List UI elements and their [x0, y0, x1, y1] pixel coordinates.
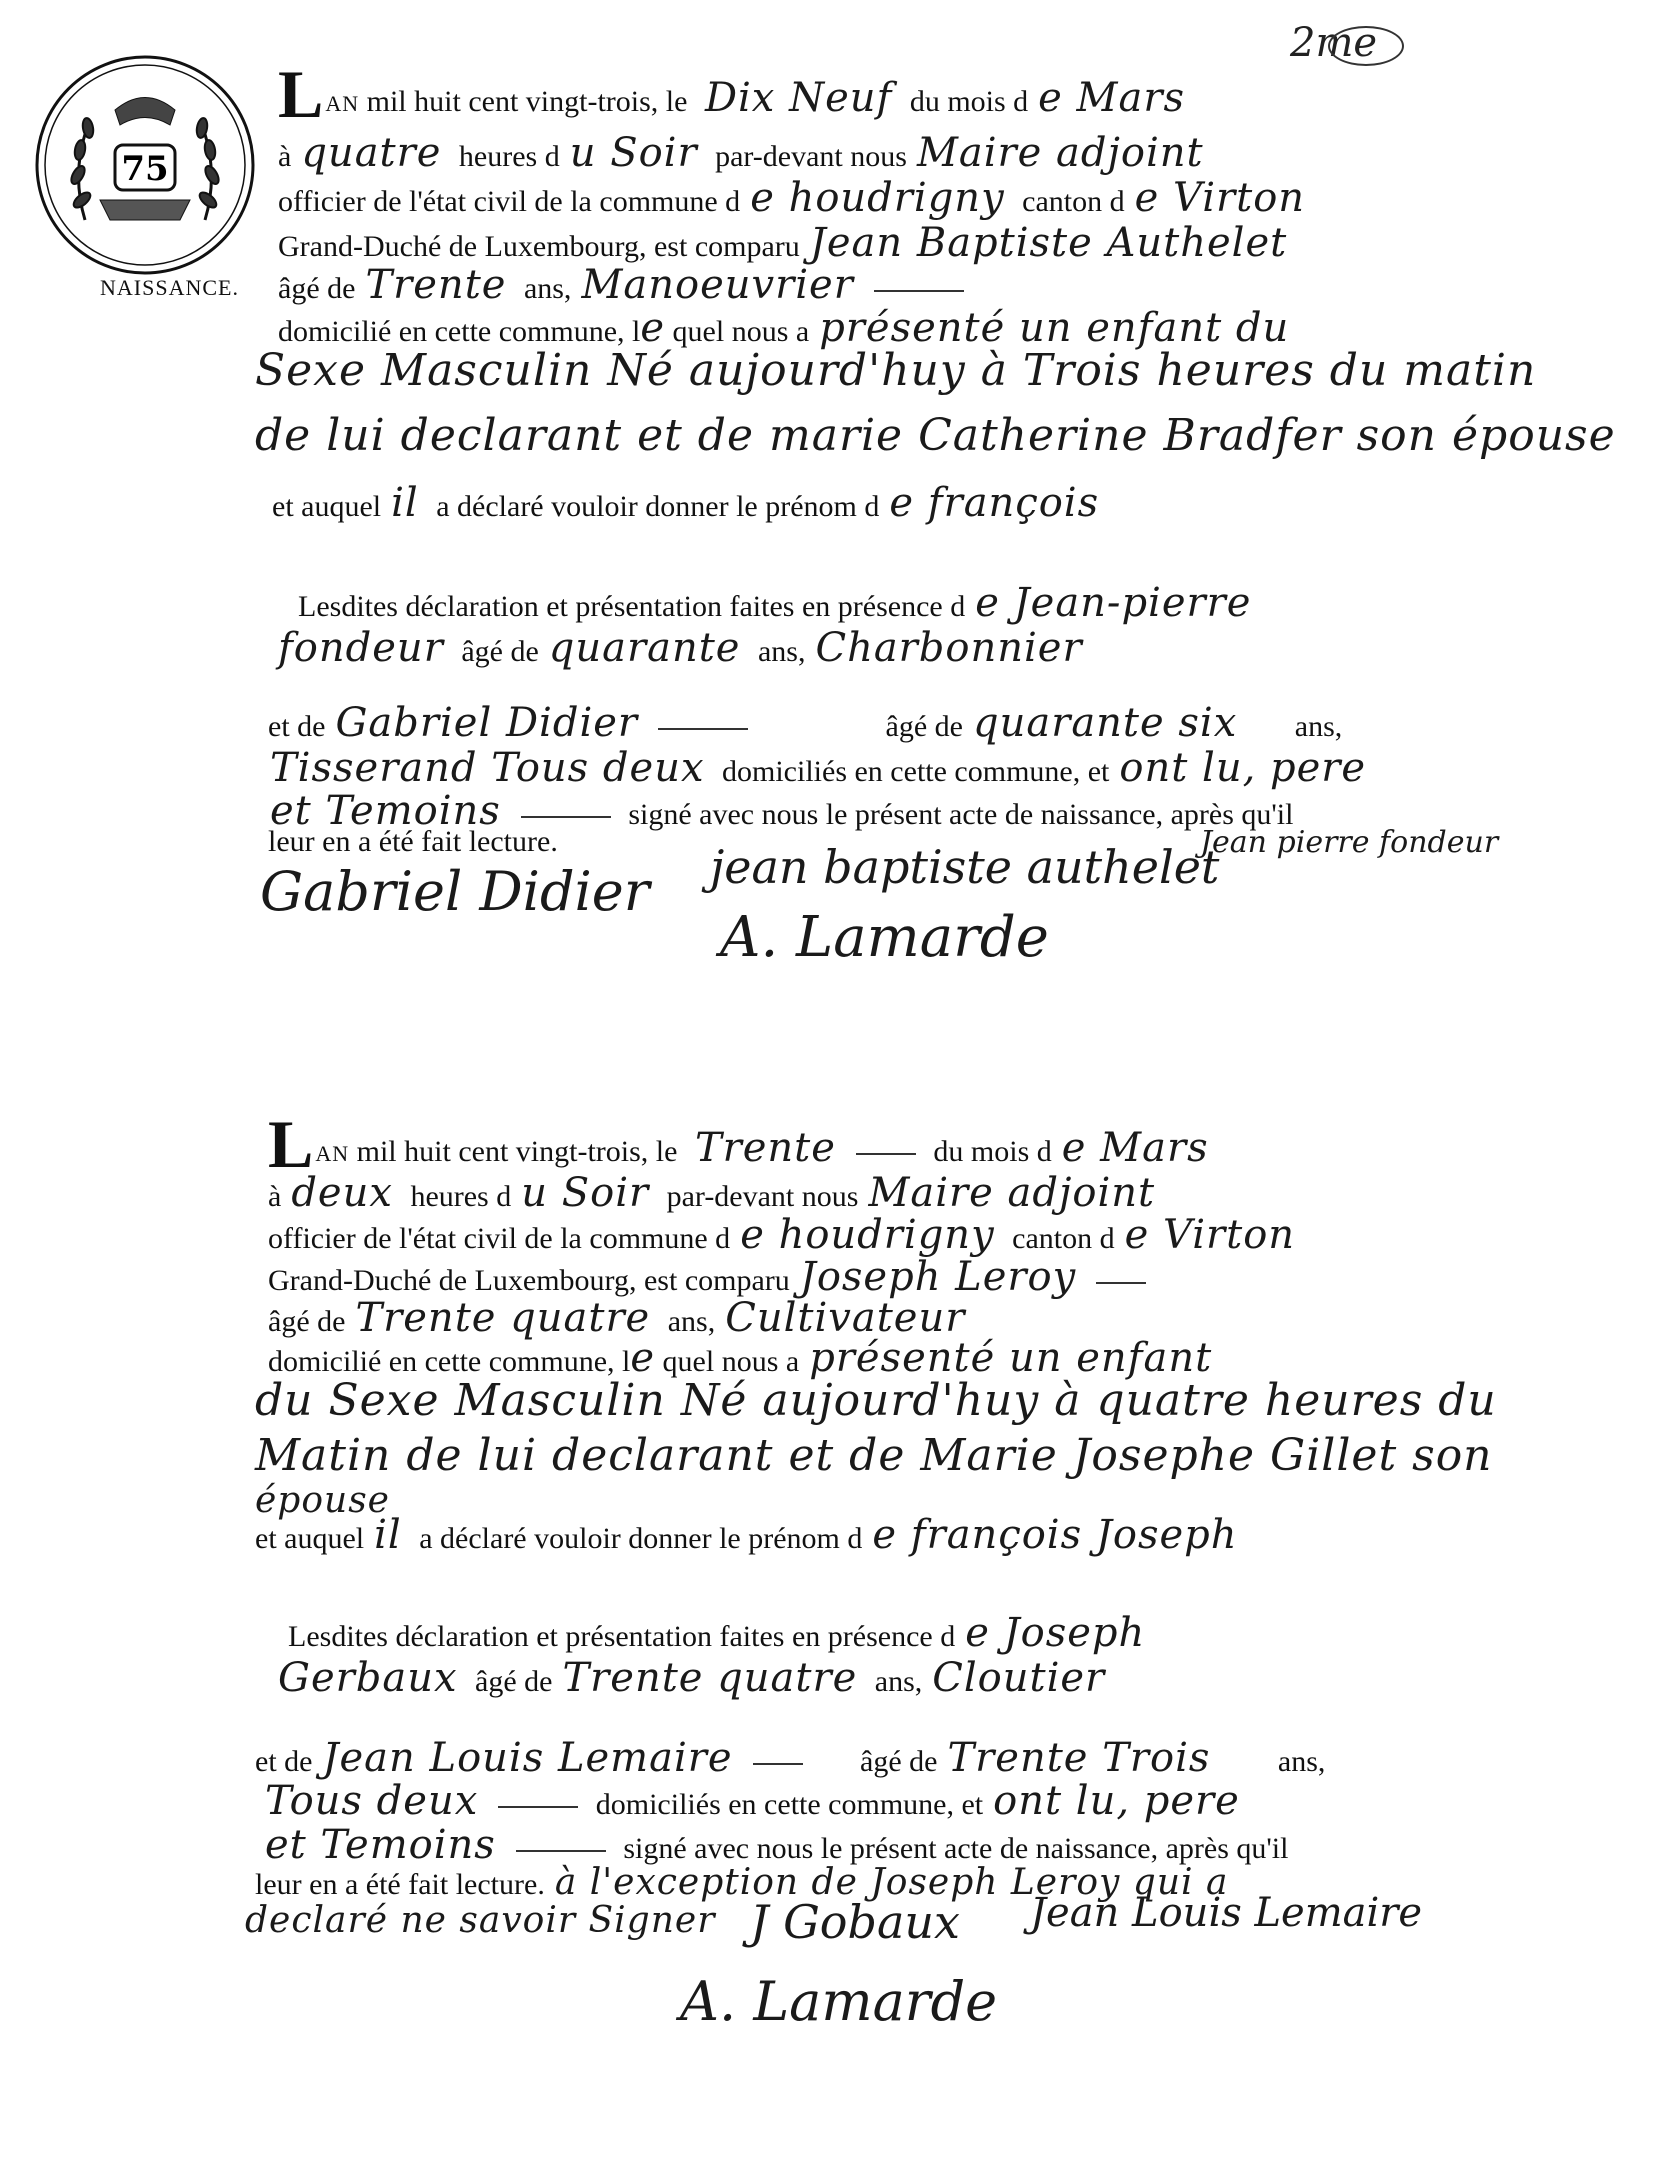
record-line-13: Tisserand Tous deux domiciliés en cette commune, et ont lu, pere	[270, 745, 1367, 791]
record-line-8: de lui declarant et de marie Catherine Bradfer son épouse	[255, 410, 1616, 461]
record-line-15: leur en a été fait lecture. à l'exception de Joseph Leroy qui a	[255, 1862, 1229, 1903]
record-line-4: Grand-Duché de Luxembourg, est comparu Jean Baptiste Authelet	[278, 220, 1288, 266]
republic-seal-icon	[30, 50, 260, 280]
record-line-8b: épouse	[255, 1480, 390, 1521]
record-line-9: et auquel il a déclaré vouloir donner le prénom d e françois Joseph	[255, 1512, 1238, 1558]
record-line-3: officier de l'état civil de la commune d e houdrigny canton d e Virton	[268, 1212, 1296, 1258]
signature-witness-2: Gabriel Didier	[260, 860, 650, 923]
record-line-11: fondeur âgé de quarante ans, Charbonnier	[278, 625, 1083, 671]
record-line-14: et Temoins signé avec nous le présent acte de naissance, après qu'il	[270, 788, 1294, 834]
record-line-15: leur en a été fait lecture.	[268, 825, 558, 858]
record-line-14: et Temoins signé avec nous le présent acte de naissance, après qu'il	[265, 1822, 1289, 1868]
signature-witness-1: J Gobaux	[750, 1895, 960, 1949]
record-line-5: âgé de Trente quatre ans, Cultivateur	[268, 1295, 966, 1341]
record-line-1: LAN mil huit cent vingt-trois, le Trente du mois d e Mars	[268, 1106, 1209, 1182]
record-line-7: Sexe Masculin Né aujourd'huy à Trois heures du matin	[255, 345, 1537, 396]
record-line-8: Matin de lui declarant et de Marie Josephe Gillet son	[255, 1430, 1493, 1481]
record-line-6: domicilié en cette commune, le quel nous a présenté un enfant	[268, 1335, 1213, 1381]
record-line-3: officier de l'état civil de la commune d e houdrigny canton d e Virton	[278, 175, 1306, 221]
record-line-9: et auquel il a déclaré vouloir donner le prénom d e françois	[272, 480, 1100, 526]
seal-number: 75	[121, 149, 169, 189]
record-line-5: âgé de Trente ans, Manoeuvrier	[278, 262, 974, 308]
record-line-1: LAN mil huit cent vingt-trois, le Dix Neuf du mois d e Mars	[278, 56, 1186, 132]
record-line-6: domicilié en cette commune, le quel nous a présenté un enfant du	[278, 305, 1290, 351]
record-line-12: et de Jean Louis Lemaire âgé de Trente Trois ans,	[255, 1735, 1326, 1781]
record-line-12: et de Gabriel Didier âgé de quarante six ans,	[268, 700, 1343, 746]
signature-officer: A. Lamarde	[720, 905, 1049, 970]
page-number-mark: 2me	[1290, 20, 1377, 66]
signature-witness-1: Jean pierre fondeur	[1200, 825, 1499, 860]
record-line-4: Grand-Duché de Luxembourg, est comparu Joseph Leroy	[268, 1254, 1156, 1300]
record-line-7: du Sexe Masculin Né aujourd'huy à quatre heures du	[255, 1375, 1497, 1426]
record-line-2: à quatre heures d u Soir par-devant nous Maire adjoint	[278, 130, 1204, 176]
signature-witness-2: Jean Louis Lemaire	[1030, 1890, 1423, 1936]
naissance-label: NAISSANCE.	[100, 275, 239, 300]
record-line-2: à deux heures d u Soir par-devant nous Maire adjoint	[268, 1170, 1156, 1216]
record-line-16: declaré ne savoir Signer	[245, 1900, 716, 1941]
record-line-11: Gerbaux âgé de Trente quatre ans, Cloutier	[278, 1655, 1106, 1701]
record-line-13: Tous deux domiciliés en cette commune, et ont lu, pere	[265, 1778, 1240, 1824]
record-line-10: Lesdites déclaration et présentation faites en présence d e Jean-pierre	[298, 580, 1252, 626]
signature-declarant: jean baptiste authelet	[710, 840, 1220, 894]
record-line-10: Lesdites déclaration et présentation faites en présence d e Joseph	[288, 1610, 1146, 1656]
signature-officer: A. Lamarde	[680, 1970, 998, 2033]
